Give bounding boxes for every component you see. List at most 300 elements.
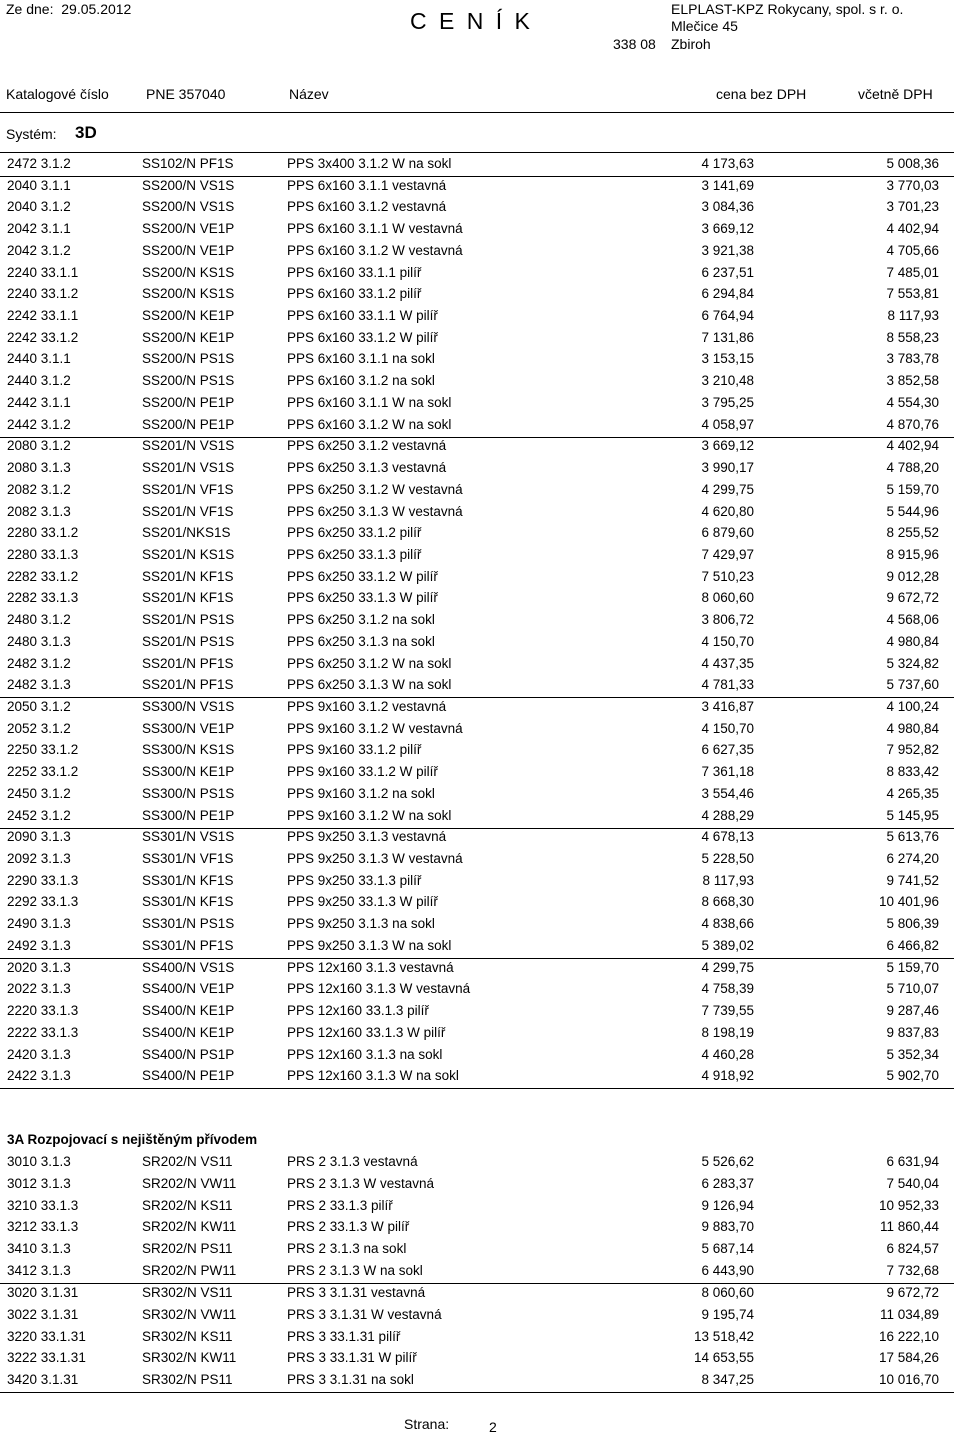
price-gross: 4 554,30 [886,394,939,410]
pne-code: SR302/N VS11 [142,1284,233,1300]
pne-code: SS400/N PS1P [142,1046,235,1062]
table-row [0,610,954,632]
table-row [0,1045,954,1067]
price-net: 8 060,60 [701,1284,754,1300]
table-row [0,849,954,871]
catalog-number: 2282 33.1.3 [7,590,79,606]
item-name: PPS 6x160 3.1.2 vestavná [287,199,447,215]
item-name: PPS 6x160 3.1.2 W na sokl [287,416,452,432]
table-row [0,1023,954,1045]
price-net: 7 739,55 [701,1003,754,1019]
item-name: PPS 6x160 3.1.1 W na sokl [287,394,452,410]
pne-code: SR202/N KS11 [142,1197,233,1213]
catalog-number: 2472 3.1.2 [7,156,71,171]
catalog-number: 2082 3.1.2 [7,481,71,497]
pne-code: SS201/N PF1S [142,677,234,693]
pne-code: SS300/N KS1S [142,742,235,758]
catalog-number: 2050 3.1.2 [7,699,71,714]
price-gross: 10 016,70 [878,1372,939,1388]
price-net: 3 416,87 [701,699,754,714]
item-name: PPS 6x250 3.1.2 W vestavná [287,481,463,497]
price-net: 5 526,62 [701,1154,754,1169]
price-gross: 5 710,07 [886,981,939,997]
item-name: PPS 6x250 3.1.3 W vestavná [287,503,463,519]
table-row [0,958,954,980]
price-gross: 6 466,82 [886,937,939,953]
catalog-number: 3210 33.1.3 [7,1197,79,1213]
pne-code: SS301/N KF1S [142,894,234,910]
price-net: 4 838,66 [701,916,754,932]
price-net: 3 921,38 [701,242,754,258]
price-gross: 3 783,78 [886,351,939,367]
pne-code: SR302/N VW11 [142,1306,237,1322]
page-number: 2 [489,1419,497,1435]
item-name: PPS 6x250 33.1.3 pilíř [287,546,422,562]
catalog-number: 2242 33.1.1 [7,308,79,324]
column-header-code: Katalogové číslo [6,86,109,102]
pne-code: SS200/N KS1S [142,286,235,302]
pne-code: SR202/N PW11 [142,1263,237,1279]
catalog-number: 3010 3.1.3 [7,1154,71,1169]
item-name: PPS 6x160 33.1.2 pilíř [287,286,422,302]
price-gross: 5 352,34 [886,1046,939,1062]
system-label: Systém: [6,126,57,142]
catalog-number: 2420 3.1.3 [7,1046,71,1062]
item-name: PPS 9x250 33.1.3 pilíř [287,872,422,888]
table-row [0,1327,954,1349]
item-name: PPS 9x160 3.1.2 na sokl [287,785,435,801]
pne-code: SS201/N KS1S [142,546,235,562]
price-gross: 5 324,82 [886,655,939,671]
table-row [0,241,954,263]
catalog-number: 3420 3.1.31 [7,1372,79,1388]
price-net: 4 150,70 [701,633,754,649]
catalog-number: 2080 3.1.3 [7,460,71,476]
catalog-number: 2240 33.1.1 [7,264,79,280]
catalog-number: 3022 3.1.31 [7,1306,79,1322]
price-net: 4 460,28 [701,1046,754,1062]
price-gross: 9 672,72 [886,1284,939,1300]
price-net: 9 195,74 [701,1306,754,1322]
price-net: 4 620,80 [701,503,754,519]
item-name: PPS 12x160 3.1.3 W na sokl [287,1068,459,1084]
price-gross: 4 870,76 [886,416,939,432]
price-net: 3 084,36 [701,199,754,215]
price-gross: 8 833,42 [886,764,939,780]
table-row [0,502,954,524]
table-top-divider [0,152,954,153]
pne-code: SS301/N PS1S [142,916,235,932]
price-net: 4 758,39 [701,981,754,997]
table-row [0,1152,954,1174]
pne-code: SS200/N VE1P [142,221,235,237]
pne-code: SS300/N PS1S [142,785,235,801]
price-gross: 10 952,33 [878,1197,939,1213]
table-row [0,1174,954,1196]
catalog-number: 2440 3.1.1 [7,351,71,367]
catalog-number: 2480 3.1.3 [7,633,71,649]
price-net: 7 131,86 [701,329,754,345]
table-row [0,588,954,610]
pne-code: SS301/N VF1S [142,851,234,867]
catalog-number: 3412 3.1.3 [7,1263,71,1279]
table-row [0,415,954,438]
company-city: Zbiroh [671,36,711,52]
item-name: PRS 2 33.1.3 pilíř [287,1197,393,1213]
pne-code: SS400/N PE1P [142,1068,235,1084]
header-divider [0,112,954,113]
price-gross: 5 159,70 [886,481,939,497]
price-net: 3 990,17 [701,460,754,476]
price-gross: 3 701,23 [886,199,939,215]
price-net: 4 437,35 [701,655,754,671]
pne-code: SS200/N VE1P [142,242,235,258]
catalog-number: 2092 3.1.3 [7,851,71,867]
item-name: PPS 9x250 3.1.3 na sokl [287,916,435,932]
system-value: 3D [75,123,97,142]
table-row [0,176,954,198]
price-gross: 5 008,36 [886,156,939,171]
company-name: ELPLAST-KPZ Rokycany, spol. s r. o. [671,1,904,17]
pne-code: SS400/N KE1P [142,1024,235,1040]
pne-code: SS201/NKS1S [142,525,231,541]
item-name: PPS 9x160 33.1.2 W pilíř [287,764,438,780]
table-row [0,393,954,415]
item-name: PPS 6x160 3.1.2 W vestavná [287,242,463,258]
page-title: C E N Í K [410,8,533,34]
catalog-number: 3212 33.1.3 [7,1219,79,1235]
date-line [6,2,131,16]
table-row [0,740,954,762]
price-net: 4 781,33 [701,677,754,693]
table-row [0,567,954,589]
pne-code: SR302/N KS11 [142,1328,233,1344]
pne-code: SR302/N PS11 [142,1372,233,1388]
price-gross: 4 705,66 [886,242,939,258]
column-header-pne: PNE 357040 [146,86,226,102]
catalog-number: 3020 3.1.31 [7,1284,79,1300]
pne-code: SS200/N PS1S [142,373,235,389]
item-name: PRS 3 33.1.31 W pilíř [287,1350,417,1366]
date-value: 29.05.2012 [61,1,132,17]
pne-code: SR202/N KW11 [142,1219,237,1235]
price-net: 5 687,14 [701,1241,754,1257]
pne-code: SS102/N PF1S [142,156,234,171]
price-gross: 16 222,10 [878,1328,939,1344]
table-row [0,784,954,806]
item-name: PPS 6x250 3.1.3 na sokl [287,633,435,649]
price-gross: 4 788,20 [886,460,939,476]
pne-code: SS201/N VF1S [142,503,234,519]
catalog-number: 2080 3.1.2 [7,438,71,454]
catalog-number: 2052 3.1.2 [7,720,71,736]
price-gross: 4 980,84 [886,720,939,736]
price-net: 9 883,70 [701,1219,754,1235]
catalog-number: 3410 3.1.3 [7,1241,71,1257]
page-label: Strana: [404,1416,450,1432]
item-name: PPS 12x160 33.1.3 pilíř [287,1003,429,1019]
price-net: 8 668,30 [701,894,754,910]
pne-code: SS400/N VE1P [142,981,235,997]
table-row [0,806,954,829]
table-row [0,1348,954,1370]
pne-code: SR202/N PS11 [142,1241,233,1257]
price-net: 3 210,48 [701,373,754,389]
table-row [0,328,954,350]
table-row [0,197,954,219]
catalog-number: 2252 33.1.2 [7,764,79,780]
pne-code: SS300/N VS1S [142,699,235,714]
catalog-number: 2450 3.1.2 [7,785,71,801]
pne-code: SS201/N VS1S [142,438,235,454]
price-gross: 4 980,84 [886,633,939,649]
catalog-number: 3220 33.1.31 [7,1328,86,1344]
price-net: 5 228,50 [701,851,754,867]
table-row [0,219,954,241]
pne-code: SS200/N VS1S [142,199,235,215]
catalog-number: 2482 3.1.3 [7,677,71,693]
item-name: PPS 9x160 3.1.2 vestavná [287,699,447,714]
table-row [0,632,954,654]
pne-code: SS400/N VS1S [142,959,235,975]
price-net: 3 795,25 [701,394,754,410]
item-name: PRS 2 3.1.3 W vestavná [287,1175,435,1191]
catalog-number: 2040 3.1.1 [7,177,71,193]
item-name: PPS 6x250 3.1.2 vestavná [287,438,447,454]
price-gross: 5 159,70 [886,959,939,975]
catalog-number: 2490 3.1.3 [7,916,71,932]
price-net: 4 058,97 [701,416,754,432]
catalog-number: 2480 3.1.2 [7,612,71,628]
price-net: 5 389,02 [701,937,754,953]
item-name: PPS 12x160 3.1.3 vestavná [287,959,454,975]
item-name: PPS 9x250 3.1.3 vestavná [287,829,447,845]
catalog-number: 2240 33.1.2 [7,286,79,302]
price-net: 4 173,63 [701,156,754,171]
table-row [0,371,954,393]
item-name: PPS 6x160 3.1.1 vestavná [287,177,447,193]
table-row [0,1217,954,1239]
pne-code: SS201/N PS1S [142,612,235,628]
price-gross: 17 584,26 [878,1350,939,1366]
price-gross: 7 553,81 [886,286,939,302]
price-net: 13 518,42 [693,1328,754,1344]
catalog-number: 2442 3.1.2 [7,416,71,432]
item-name: PRS 3 3.1.31 vestavná [287,1284,426,1300]
price-net: 8 347,25 [701,1372,754,1388]
catalog-number: 2442 3.1.1 [7,394,71,410]
table-row [0,1261,954,1284]
price-gross: 8 558,23 [886,329,939,345]
price-net: 3 669,12 [701,221,754,237]
pne-code: SS200/N PS1S [142,351,235,367]
price-gross: 6 824,57 [886,1241,939,1257]
price-net: 9 126,94 [701,1197,754,1213]
price-gross: 5 544,96 [886,503,939,519]
pne-code: SS300/N PE1P [142,807,235,823]
table-row [0,1066,954,1089]
table-row [0,979,954,1001]
table-row [0,1196,954,1218]
price-net: 6 764,94 [701,308,754,324]
item-name: PPS 12x160 3.1.3 W vestavná [287,981,471,997]
pne-code: SS201/N VF1S [142,481,234,497]
table-row [0,827,954,849]
item-name: PPS 6x160 33.1.2 W pilíř [287,329,438,345]
price-net: 8 117,93 [702,872,754,888]
price-net: 3 153,15 [701,351,754,367]
price-net: 7 361,18 [701,764,754,780]
table-row [0,936,954,959]
item-name: PRS 2 3.1.3 vestavná [287,1154,418,1169]
catalog-number: 2242 33.1.2 [7,329,79,345]
item-name: PPS 6x160 33.1.1 pilíř [287,264,422,280]
price-gross: 3 852,58 [886,373,939,389]
table-row [0,1283,954,1305]
price-gross: 5 902,70 [886,1068,939,1084]
price-net: 4 150,70 [701,720,754,736]
price-gross: 9 837,83 [886,1024,939,1040]
pne-code: SR202/N VS11 [142,1154,233,1169]
catalog-number: 2040 3.1.2 [7,199,71,215]
catalog-number: 2292 33.1.3 [7,894,79,910]
catalog-number: 2282 33.1.2 [7,568,79,584]
item-name: PRS 3 33.1.31 pilíř [287,1328,401,1344]
table-row [0,1305,954,1327]
item-name: PPS 3x400 3.1.2 W na sokl [287,156,452,171]
table-row [0,762,954,784]
item-name: PPS 9x250 33.1.3 W pilíř [287,894,438,910]
company-street: Mlečice 45 [671,18,738,34]
price-gross: 4 402,94 [886,438,939,454]
price-gross: 5 145,95 [886,807,939,823]
table-row [0,654,954,676]
catalog-number: 2280 33.1.3 [7,546,79,562]
pne-code: SS200/N VS1S [142,177,235,193]
item-name: PPS 9x160 3.1.2 W na sokl [287,807,452,823]
price-net: 8 198,19 [701,1024,754,1040]
price-gross: 9 012,28 [886,568,939,584]
price-gross: 9 672,72 [886,590,939,606]
item-name: PPS 6x160 3.1.2 na sokl [287,373,435,389]
item-name: PPS 6x250 3.1.2 W na sokl [287,655,452,671]
table-row [0,1370,954,1393]
price-gross: 6 631,94 [886,1154,939,1169]
price-gross: 4 568,06 [886,612,939,628]
company-postal-code: 338 08 [613,36,656,52]
catalog-number: 2280 33.1.2 [7,525,79,541]
price-gross: 4 402,94 [886,221,939,237]
price-gross: 10 401,96 [878,894,939,910]
price-net: 8 060,60 [701,590,754,606]
price-net: 7 510,23 [701,568,754,584]
table-row [0,263,954,285]
price-gross: 9 741,52 [886,872,939,888]
price-net: 6 879,60 [701,525,754,541]
table-row [0,1001,954,1023]
item-name: PPS 9x250 3.1.3 W vestavná [287,851,463,867]
price-net: 3 554,46 [701,785,754,801]
column-header-price-gross: včetně DPH [858,86,933,102]
table-row [0,871,954,893]
catalog-number: 2082 3.1.3 [7,503,71,519]
catalog-number: 2090 3.1.3 [7,829,71,845]
price-gross: 11 034,89 [879,1306,939,1322]
catalog-number: 2452 3.1.2 [7,807,71,823]
price-net: 6 294,84 [701,286,754,302]
catalog-number: 2042 3.1.1 [7,221,71,237]
price-net: 4 288,29 [701,807,754,823]
price-gross: 5 737,60 [886,677,939,693]
catalog-number: 2482 3.1.2 [7,655,71,671]
column-header-name: Název [289,86,329,102]
catalog-number: 2020 3.1.3 [7,959,71,975]
pne-code: SS301/N VS1S [142,829,235,845]
price-gross: 5 613,76 [886,829,939,845]
price-gross: 11 860,44 [879,1219,939,1235]
pne-code: SS200/N KE1P [142,329,235,345]
price-gross: 8 255,52 [886,525,939,541]
price-net: 6 443,90 [701,1263,754,1279]
price-net: 6 283,37 [701,1175,754,1191]
item-name: PPS 6x250 3.1.2 na sokl [287,612,435,628]
price-net: 4 299,75 [701,481,754,497]
price-net: 4 918,92 [701,1068,754,1084]
catalog-number: 2250 33.1.2 [7,742,79,758]
table-row [0,284,954,306]
table-row [0,1239,954,1261]
pne-code: SR202/N VW11 [142,1175,237,1191]
item-name: PPS 9x250 3.1.3 W na sokl [287,937,452,953]
table-row [0,306,954,328]
price-gross: 3 770,03 [886,177,939,193]
price-net: 3 669,12 [701,438,754,454]
pne-code: SS201/N PS1S [142,633,235,649]
catalog-number: 2022 3.1.3 [7,981,71,997]
catalog-number: 2042 3.1.2 [7,242,71,258]
catalog-number: 2220 33.1.3 [7,1003,79,1019]
price-gross: 7 485,01 [886,264,939,280]
price-gross: 4 100,24 [886,699,939,714]
catalog-number: 3012 3.1.3 [7,1175,71,1191]
item-name: PRS 2 3.1.3 W na sokl [287,1263,423,1279]
catalog-number: 2492 3.1.3 [7,937,71,953]
price-gross: 7 540,04 [886,1175,939,1191]
pne-code: SS200/N KE1P [142,308,235,324]
pne-code: SS201/N VS1S [142,460,235,476]
item-name: PRS 3 3.1.31 na sokl [287,1372,414,1388]
item-name: PPS 6x160 3.1.1 W vestavná [287,221,463,237]
catalog-number: 2290 33.1.3 [7,872,79,888]
item-name: PRS 2 3.1.3 na sokl [287,1241,407,1257]
pne-code: SS201/N KF1S [142,568,234,584]
item-name: PPS 9x160 3.1.2 W vestavná [287,720,463,736]
table-row [0,480,954,502]
catalog-number: 2422 3.1.3 [7,1068,71,1084]
pne-code: SS400/N KE1P [142,1003,235,1019]
price-gross: 5 806,39 [886,916,939,932]
price-gross: 9 287,46 [886,1003,939,1019]
table-row [0,545,954,567]
pne-code: SS200/N PE1P [142,416,235,432]
pne-code: SS201/N KF1S [142,590,234,606]
item-name: PPS 9x160 33.1.2 pilíř [287,742,422,758]
table-row [0,892,954,914]
catalog-number: 2440 3.1.2 [7,373,71,389]
table-row [0,458,954,480]
price-gross: 7 732,68 [886,1263,939,1279]
table-row [0,154,954,177]
